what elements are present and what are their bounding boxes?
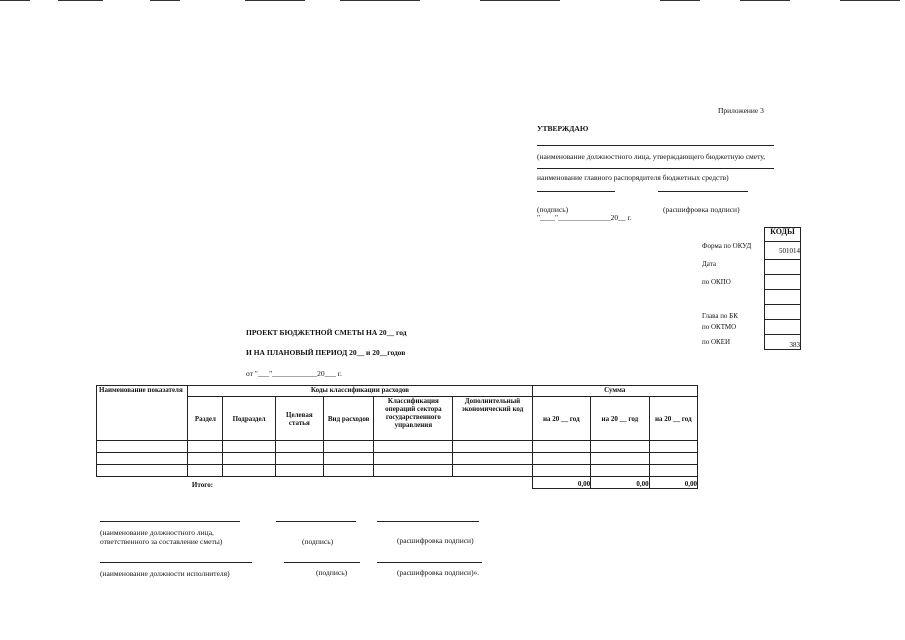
scan-edge-mark	[150, 0, 180, 1]
scan-edge-mark	[340, 0, 420, 1]
scan-edge-mark	[660, 0, 700, 1]
col-header: Дополнительный экономический код	[453, 397, 532, 441]
approver-org-caption: наименование главного распорядителя бюджетных средств)	[537, 173, 729, 182]
scan-edge-mark	[0, 0, 30, 1]
col-header: Вид расходов	[324, 397, 374, 441]
doc-title-line-1: ПРОЕКТ БЮДЖЕТНОЙ СМЕТЫ НА 20__ год	[246, 328, 407, 337]
codes-group-header: Коды классификации расходов	[188, 386, 532, 397]
exec-line	[100, 562, 252, 563]
scan-edge-mark	[840, 0, 900, 1]
decode-caption-2: (расшифровка подписи)».	[397, 568, 480, 577]
table-row	[97, 441, 698, 453]
sign-caption-2: (подпись)	[316, 568, 348, 577]
col-header: Подраздел	[223, 397, 275, 441]
codes-table	[702, 227, 801, 350]
approver-position-caption: (наименование должностного лица, утверждающего бюджетную смету,	[537, 152, 766, 161]
col-header: Классификация операций сектора государственного управления	[374, 397, 453, 441]
signature-line	[537, 191, 615, 192]
col-header: Целевая статья	[275, 397, 323, 441]
table-row	[97, 453, 698, 465]
doc-title-line-2: И НА ПЛАНОВЫЙ ПЕРИОД 20__ и 20__годов	[246, 348, 406, 357]
resp-caption-2: ответственного за составление сметы)	[100, 537, 223, 546]
codes-value	[765, 275, 801, 290]
resp-decode-line	[377, 521, 479, 522]
appendix-label: Приложение 3	[718, 106, 764, 115]
exec-sign-line	[284, 562, 360, 563]
resp-line	[100, 521, 240, 522]
resp-sign-line	[276, 521, 356, 522]
sum-col-header: на 20 __ год	[591, 397, 650, 441]
total-value: 0,00	[649, 477, 697, 489]
sum-col-header: на 20 __ год	[649, 397, 697, 441]
codes-label	[702, 290, 765, 305]
codes-value	[765, 305, 801, 320]
codes-value: 501014	[765, 242, 801, 260]
resp-caption-1: (наименование должностного лица,	[100, 528, 214, 537]
signature-caption: (подпись)	[537, 205, 569, 214]
exec-decode-line	[377, 562, 482, 563]
col-header: Раздел	[188, 397, 223, 441]
codes-label: Форма по ОКУД	[702, 241, 752, 250]
codes-value: 383	[765, 335, 801, 350]
scan-edge-mark	[58, 0, 103, 1]
table-row	[97, 465, 698, 477]
doc-date: от "___"____________20___ г.	[246, 369, 342, 378]
approver-line	[537, 145, 774, 146]
codes-label: Глава по БК	[702, 311, 738, 320]
approver-line-2	[537, 168, 774, 169]
approval-date: "____"______________20__ г.	[537, 213, 632, 222]
signature-decode-caption: (расшифровка подписи)	[663, 205, 740, 214]
estimate-table	[96, 385, 698, 489]
sign-caption: (подпись)	[302, 537, 334, 546]
approve-label: УТВЕРЖДАЮ	[537, 124, 589, 133]
total-label: Итого:	[191, 480, 214, 489]
codes-label: по ОКЕИ	[702, 338, 731, 346]
exec-caption: (наименование должности исполнителя)	[100, 569, 230, 578]
decode-caption: (расшифровка подписи)	[397, 536, 474, 545]
total-value: 0,00	[591, 477, 650, 489]
codes-value	[765, 320, 801, 335]
sum-col-header: на 20 __ год	[532, 397, 591, 441]
codes-value	[765, 260, 801, 275]
scan-edge-mark	[480, 0, 560, 1]
total-row	[97, 477, 698, 489]
col-name-header: Наименование показателя	[97, 386, 188, 441]
total-value: 0,00	[532, 477, 591, 489]
codes-title: КОДЫ	[765, 228, 801, 242]
scan-edge-mark	[245, 0, 305, 1]
scan-edge-mark	[740, 0, 790, 1]
codes-label: по ОКТМО	[702, 323, 737, 331]
codes-label: по ОКПО	[702, 278, 731, 286]
codes-label: Дата	[702, 259, 716, 268]
codes-value	[765, 290, 801, 305]
sum-group-header: Сумма	[532, 386, 697, 397]
signature-decode-line	[658, 191, 748, 192]
